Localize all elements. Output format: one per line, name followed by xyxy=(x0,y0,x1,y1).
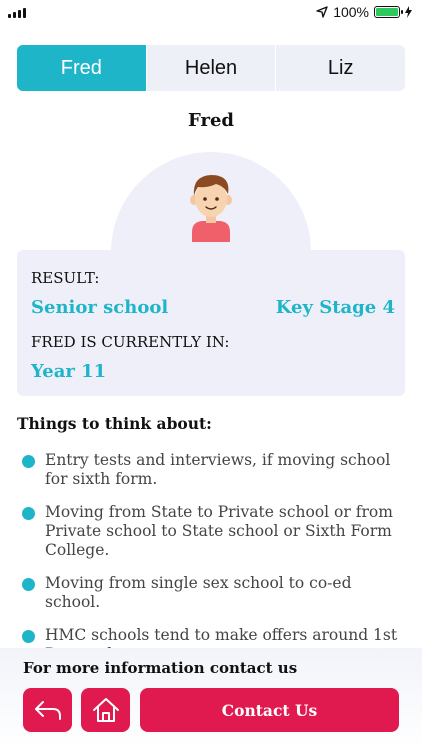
status-right xyxy=(316,4,412,20)
boy-avatar-icon xyxy=(186,170,236,242)
list-item xyxy=(22,503,402,560)
list-item-text: HMC schools tend to make offers around 1st xyxy=(45,626,398,644)
bullet-dot-icon xyxy=(22,507,35,520)
result-card xyxy=(17,250,405,396)
list-item-text: Moving from single sex school to co-ed school. xyxy=(45,574,352,611)
year-value: Year 11 xyxy=(31,361,107,382)
things-list xyxy=(22,451,402,678)
tab-liz[interactable]: Liz xyxy=(275,45,405,91)
tab-fred[interactable]: Fred xyxy=(17,45,146,91)
battery-icon xyxy=(374,6,400,18)
status-bar xyxy=(0,0,422,24)
bullet-dot-icon xyxy=(22,455,35,468)
battery-percent: 100% xyxy=(333,4,369,20)
list-item xyxy=(22,451,402,489)
bullet-dot-icon xyxy=(22,578,35,591)
battery-fill xyxy=(376,8,398,16)
location-arrow-icon xyxy=(316,6,328,18)
list-item xyxy=(22,574,402,612)
footer-title: For more information contact us xyxy=(23,659,298,677)
school-value: Senior school xyxy=(31,297,169,318)
list-item-text: Moving from State to Private school or from Private school to State school or Sixth Form College. xyxy=(45,503,393,559)
tab-helen[interactable]: Helen xyxy=(146,45,276,91)
bullet-dot-icon xyxy=(22,630,35,643)
back-button[interactable] xyxy=(23,688,72,732)
key-stage-value: Key Stage 4 xyxy=(275,297,395,318)
footer xyxy=(0,648,422,750)
child-tabs xyxy=(17,45,405,91)
back-arrow-icon xyxy=(33,699,63,721)
signal-icon xyxy=(8,6,28,18)
child-name: Fred xyxy=(188,110,234,131)
things-title: Things to think about: xyxy=(17,414,212,433)
currently-in-label: FRED IS CURRENTLY IN: xyxy=(31,333,230,351)
charging-bolt-icon xyxy=(405,6,412,18)
list-item-text: Entry tests and interviews, if moving school for sixth form. xyxy=(45,451,391,488)
home-button[interactable] xyxy=(81,688,130,732)
result-label: RESULT: xyxy=(31,269,100,287)
home-icon xyxy=(92,697,120,723)
contact-us-button[interactable]: Contact Us xyxy=(140,688,399,732)
